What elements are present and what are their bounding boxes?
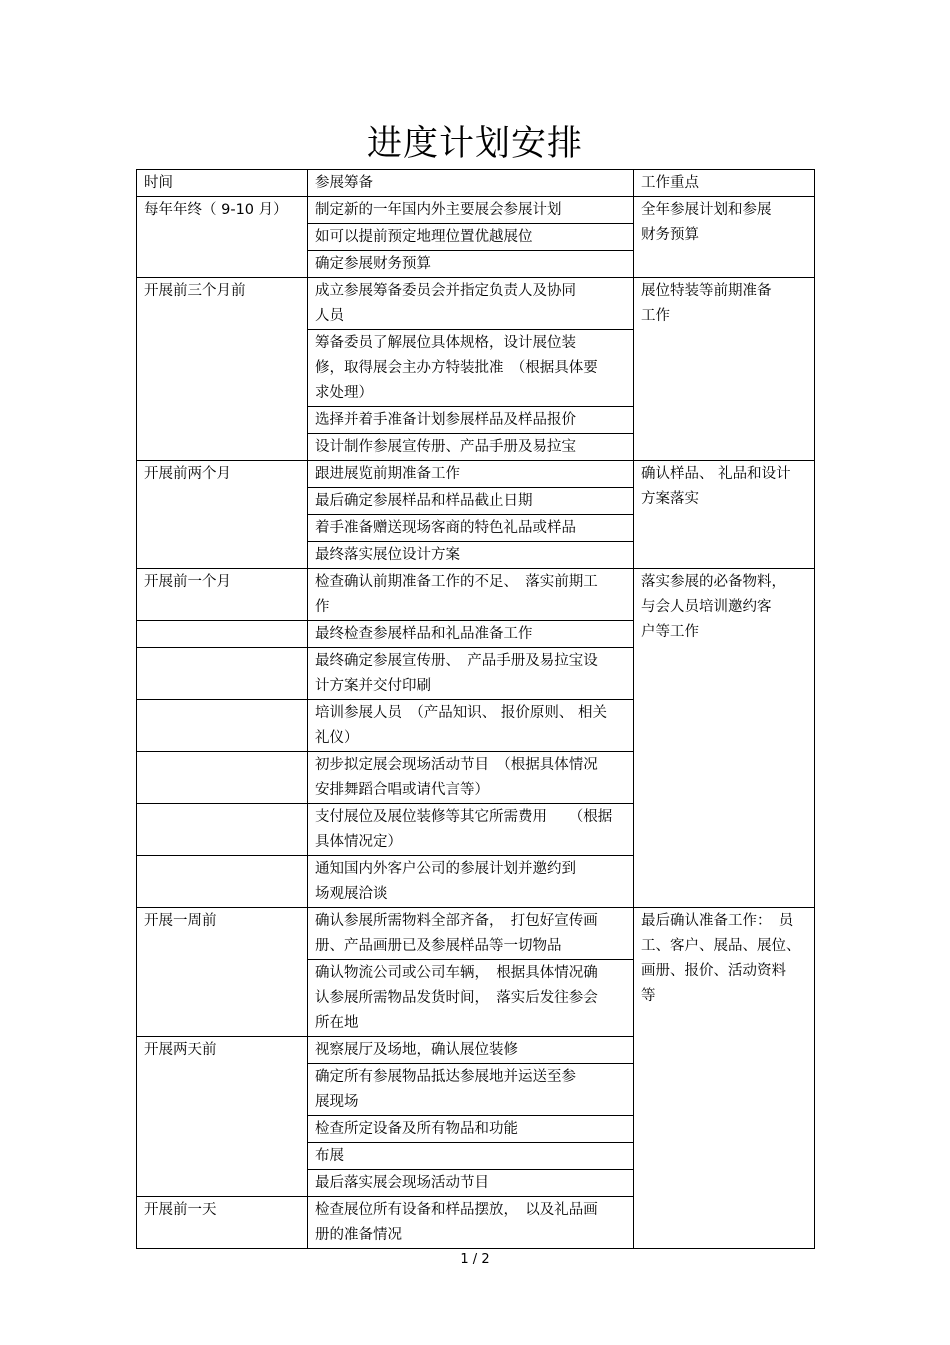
task-cell: 确认参展所需物料全部齐备， 打包好宣传画 册、产品画册已及参展样品等一切物品: [308, 908, 634, 960]
task-cell: 检查所定设备及所有物品和功能: [308, 1116, 634, 1143]
time-cell: [137, 700, 308, 752]
time-cell: 每年年终（ 9-10 月）: [137, 197, 308, 278]
time-cell: 开展两天前: [137, 1037, 308, 1197]
task-cell: 成立参展筹备委员会并指定负责人及协同 人员: [308, 278, 634, 330]
header-preparation: 参展筹备: [308, 170, 634, 197]
focus-cell: 全年参展计划和参展 财务预算: [634, 197, 815, 278]
task-cell: 着手准备赠送现场客商的特色礼品或样品: [308, 515, 634, 542]
focus-cell: 确认样品、 礼品和设计 方案落实: [634, 461, 815, 569]
header-time: 时间: [137, 170, 308, 197]
time-cell: 开展前一天: [137, 1197, 308, 1249]
task-cell: 检查确认前期准备工作的不足、 落实前期工 作: [308, 569, 634, 621]
time-cell: [137, 752, 308, 804]
table-header-row: [137, 170, 815, 197]
page-title: 进度计划安排: [366, 124, 583, 164]
task-cell: 初步拟定展会现场活动节目 （根据具体情况 安排舞蹈合唱或请代言等）: [308, 752, 634, 804]
focus-cell: 展位特装等前期准备 工作: [634, 278, 815, 461]
table-row: [137, 461, 815, 488]
time-cell: [137, 856, 308, 908]
schedule-table: [136, 169, 815, 1249]
task-cell: 通知国内外客户公司的参展计划并邀约到 场观展洽谈: [308, 856, 634, 908]
task-cell: 最后确定参展样品和样品截止日期: [308, 488, 634, 515]
time-cell: 开展前两个月: [137, 461, 308, 569]
table-row: [137, 569, 815, 621]
task-cell: 确定参展财务预算: [308, 251, 634, 278]
task-cell: 支付展位及展位装修等其它所需费用 （根据 具体情况定）: [308, 804, 634, 856]
task-cell: 设计制作参展宣传册、产品手册及易拉宝: [308, 434, 634, 461]
task-cell: 最后落实展会现场活动节目: [308, 1170, 634, 1197]
table-row: [137, 278, 815, 330]
time-cell: 开展一周前: [137, 908, 308, 1037]
task-cell: 选择并着手准备计划参展样品及样品报价: [308, 407, 634, 434]
task-cell: 确认物流公司或公司车辆， 根据具体情况确 认参展所需物品发货时间， 落实后发往参会 所在地: [308, 960, 634, 1037]
task-cell: 筹备委员了解展位具体规格，设计展位装 修，取得展会主办方特装批准 （根据具体要 求处理）: [308, 330, 634, 407]
task-cell: 最终检查参展样品和礼品准备工作: [308, 621, 634, 648]
task-cell: 检查展位所有设备和样品摆放， 以及礼品画 册的准备情况: [308, 1197, 634, 1249]
task-cell: 培训参展人员 （产品知识、 报价原则、 相关 礼仪）: [308, 700, 634, 752]
task-cell: 制定新的一年国内外主要展会参展计划: [308, 197, 634, 224]
time-cell: [137, 621, 308, 648]
focus-cell: 最后确认准备工作： 员 工、客户、展品、展位、 画册、报价、活动资料 等: [634, 908, 815, 1249]
task-cell: 跟进展览前期准备工作: [308, 461, 634, 488]
task-cell: 如可以提前预定地理位置优越展位: [308, 224, 634, 251]
time-cell: [137, 648, 308, 700]
focus-cell: 落实参展的必备物料， 与会人员培训邀约客 户等工作: [634, 569, 815, 908]
header-focus: 工作重点: [634, 170, 815, 197]
table-row: [137, 908, 815, 960]
task-cell: 确定所有参展物品抵达参展地并运送至参 展现场: [308, 1064, 634, 1116]
task-cell: 最终确定参展宣传册、 产品手册及易拉宝设 计方案并交付印刷: [308, 648, 634, 700]
task-cell: 视察展厅及场地，确认展位装修: [308, 1037, 634, 1064]
page-number: 1 / 2: [460, 1252, 490, 1267]
task-cell: 最终落实展位设计方案: [308, 542, 634, 569]
time-cell: 开展前三个月前: [137, 278, 308, 461]
table-row: [137, 197, 815, 224]
time-cell: [137, 804, 308, 856]
task-cell: 布展: [308, 1143, 634, 1170]
time-cell: 开展前一个月: [137, 569, 308, 621]
